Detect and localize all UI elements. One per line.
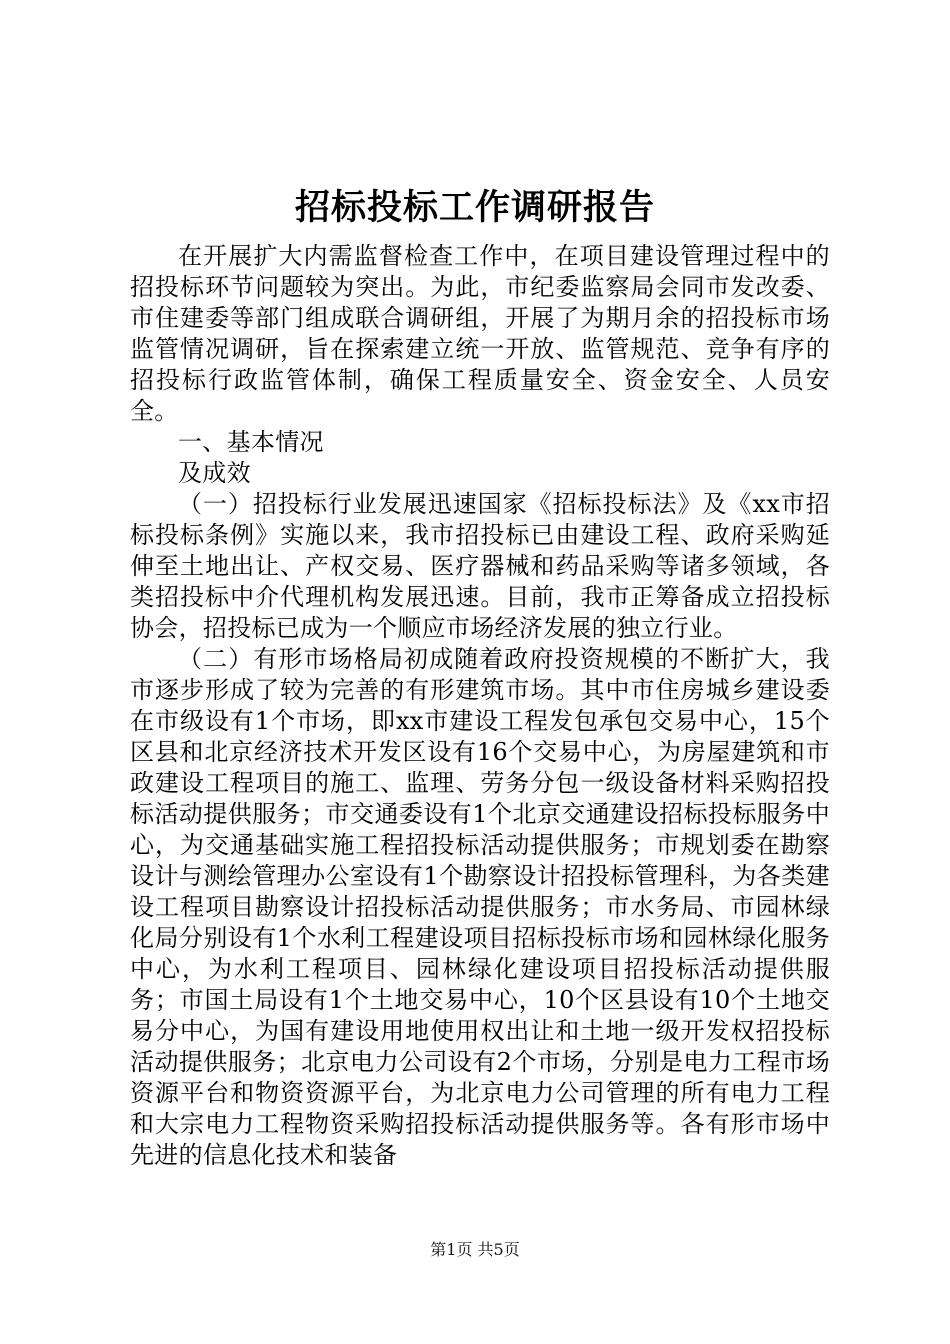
document-body [130,241,830,1171]
subsection-paragraph-2: （二）有形市场格局初成随着政府投资规模的不断扩大，我市逐步形成了较为完善的有形建筑市场。其中市住房城乡建设委在市级设有1个市场，即xx市建设工程发包承包交易中心，15个区县和北京经济技术开发区设有16个交易中心，为房屋建筑和市政建设工程项目的施工、监理、劳务分包一级设备材料采购招投标活动提供服务；市交通委设有1个北京交通建设招标投标服务中心，为交通基础实施工程招投标活动提供服务；市规划委在勘察设计与测绘管理办公室设有1个勘察设计招投标管理科，为各类建设工程项目勘察设计招投标活动提供服务；市水务局、市园林绿化局分别设有1个水利工程建设项目招标投标市场和园林绿化服务中心，为水利工程项目、园林绿化建设项目招投标活动提供服务；市国土局设有1个土地交易中心，10个区县设有10个土地交易分中心，为国有建设用地使用权出让和土地一级开发权招投标活动提供服务；北京电力公司设有2个市场，分别是电力工程市场资源平台和物资资源平台，为北京电力公司管理的所有电力工程和大宗电力工程物资采购招投标活动提供服务等。各有形市场中先进的信息化技术和装备 [130,645,830,1169]
subsection-paragraph-1: （一）招投标行业发展迅速国家《招标投标法》及《xx市招标投标条例》实施以来，我市招投标已由建设工程、政府采购延伸至土地出让、产权交易、医疗器械和药品采购等诸多领域，各类招投标中介代理机构发展迅速。目前，我市正筹备成立招投标协会，招投标已成为一个顺应市场经济发展的独立行业。 [130,490,830,642]
section-heading: 一、基本情况 [178,428,324,456]
intro-paragraph: 在开展扩大内需监督检查工作中，在项目建设管理过程中的招投标环节问题较为突出。为此，市纪委监察局会同市发改委、市住建委等部门组成联合调研组，开展了为期月余的招投标市场监管情况调研，旨在探索建立统一开放、监管规范、竞争有序的招投标行政监管体制，确保工程质量安全、资金安全、人员安全。 [130,242,830,425]
page-footer: 第1页 共5页 [430,1240,520,1259]
section-heading-continued: 及成效 [178,459,251,487]
document-title: 招标投标工作调研报告 [294,187,655,228]
